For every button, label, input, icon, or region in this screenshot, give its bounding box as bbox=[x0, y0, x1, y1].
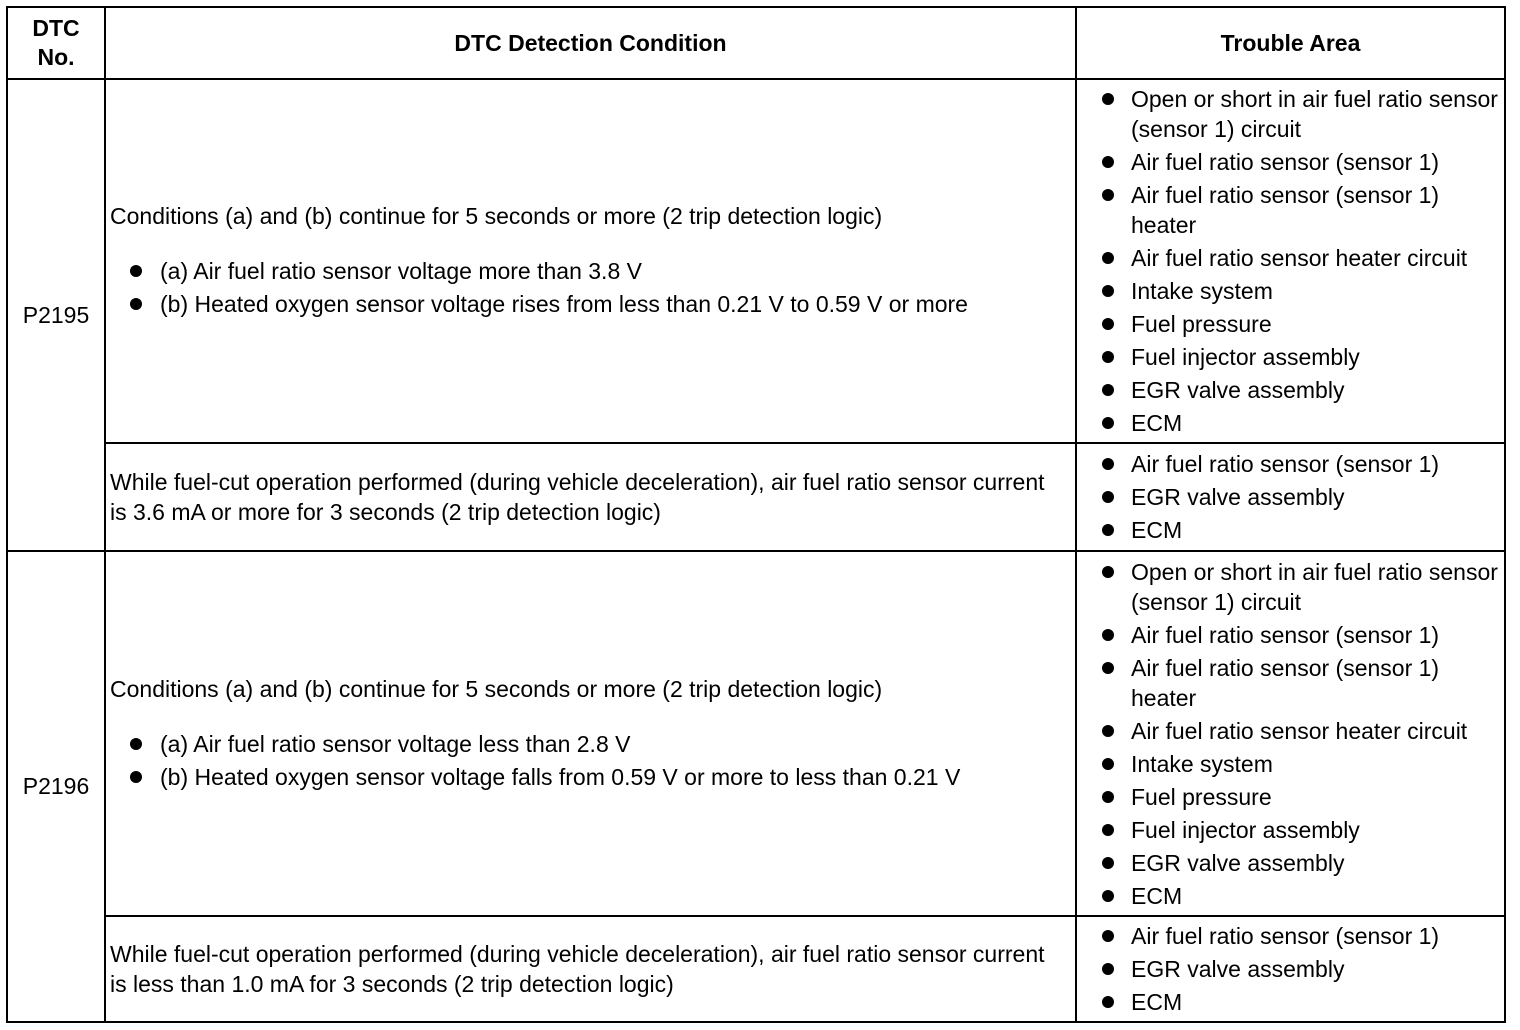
trouble-area-item: Intake system bbox=[1077, 276, 1504, 306]
trouble-area-cell bbox=[1077, 552, 1504, 915]
detection-condition-cell bbox=[106, 444, 1075, 550]
condition-item: (b) Heated oxygen sensor voltage falls from 0.59 V or more to less than 0.21 V bbox=[110, 761, 1065, 794]
dtc-table bbox=[6, 6, 1506, 1023]
trouble-area-item: Air fuel ratio sensor (sensor 1) bbox=[1077, 449, 1504, 479]
trouble-area-item: Air fuel ratio sensor (sensor 1) bbox=[1077, 921, 1504, 951]
trouble-area-item: Air fuel ratio sensor heater circuit bbox=[1077, 243, 1504, 273]
condition-text: While fuel-cut operation performed (during vehicle deceleration), air fuel ratio sensor current is less than 1.0 mA for 3 seconds (2 trip detection logic) bbox=[110, 941, 1045, 997]
trouble-area-item: Fuel pressure bbox=[1077, 782, 1504, 812]
trouble-area-item: EGR valve assembly bbox=[1077, 482, 1504, 512]
trouble-area-list bbox=[1077, 81, 1504, 441]
trouble-area-item: ECM bbox=[1077, 408, 1504, 438]
condition-text: While fuel-cut operation performed (during vehicle deceleration), air fuel ratio sensor current is 3.6 mA or more for 3 seconds (2 trip detection logic) bbox=[110, 469, 1045, 525]
trouble-area-item: ECM bbox=[1077, 881, 1504, 911]
dtc-code: P2195 bbox=[22, 301, 90, 328]
condition-text: Conditions (a) and (b) continue for 5 seconds or more (2 trip detection logic) bbox=[110, 203, 883, 229]
trouble-area-item: ECM bbox=[1077, 987, 1504, 1017]
header-dtc-no: DTC No. bbox=[32, 15, 80, 70]
condition-item: (b) Heated oxygen sensor voltage rises from less than 0.21 V to 0.59 V or more bbox=[110, 288, 1065, 321]
condition-list bbox=[110, 728, 1065, 794]
header-detection-condition: DTC Detection Condition bbox=[454, 29, 727, 56]
trouble-area-item: Open or short in air fuel ratio sensor (sensor 1) circuit bbox=[1077, 84, 1504, 144]
trouble-area-item: Fuel injector assembly bbox=[1077, 815, 1504, 845]
condition-item: (a) Air fuel ratio sensor voltage more than 3.8 V bbox=[110, 255, 1065, 288]
trouble-area-item: Air fuel ratio sensor (sensor 1) heater bbox=[1077, 653, 1504, 713]
trouble-area-list bbox=[1077, 918, 1504, 1020]
trouble-area-list bbox=[1077, 446, 1504, 548]
trouble-area-item: ECM bbox=[1077, 515, 1504, 545]
trouble-area-cell bbox=[1077, 917, 1504, 1021]
trouble-area-cell bbox=[1077, 444, 1504, 550]
detection-condition-cell bbox=[106, 552, 1075, 915]
dtc-code: P2196 bbox=[22, 773, 90, 799]
trouble-area-item: Intake system bbox=[1077, 749, 1504, 779]
header-trouble-area: Trouble Area bbox=[1220, 29, 1361, 56]
condition-list bbox=[110, 255, 1065, 321]
condition-text: Conditions (a) and (b) continue for 5 seconds or more (2 trip detection logic) bbox=[110, 675, 883, 702]
trouble-area-item: Air fuel ratio sensor heater circuit bbox=[1077, 716, 1504, 746]
trouble-area-item: Open or short in air fuel ratio sensor (sensor 1) circuit bbox=[1077, 557, 1504, 617]
detection-condition-cell bbox=[106, 80, 1075, 442]
detection-condition-cell bbox=[106, 917, 1075, 1021]
trouble-area-item: EGR valve assembly bbox=[1077, 848, 1504, 878]
trouble-area-cell bbox=[1077, 80, 1504, 442]
trouble-area-item: EGR valve assembly bbox=[1077, 375, 1504, 405]
trouble-area-item: Fuel pressure bbox=[1077, 309, 1504, 339]
trouble-area-item: Fuel injector assembly bbox=[1077, 342, 1504, 372]
trouble-area-item: Air fuel ratio sensor (sensor 1) heater bbox=[1077, 180, 1504, 240]
trouble-area-item: Air fuel ratio sensor (sensor 1) bbox=[1077, 620, 1504, 650]
trouble-area-item: Air fuel ratio sensor (sensor 1) bbox=[1077, 147, 1504, 177]
trouble-area-item: EGR valve assembly bbox=[1077, 954, 1504, 984]
trouble-area-list bbox=[1077, 554, 1504, 914]
condition-item: (a) Air fuel ratio sensor voltage less than 2.8 V bbox=[110, 728, 1065, 761]
